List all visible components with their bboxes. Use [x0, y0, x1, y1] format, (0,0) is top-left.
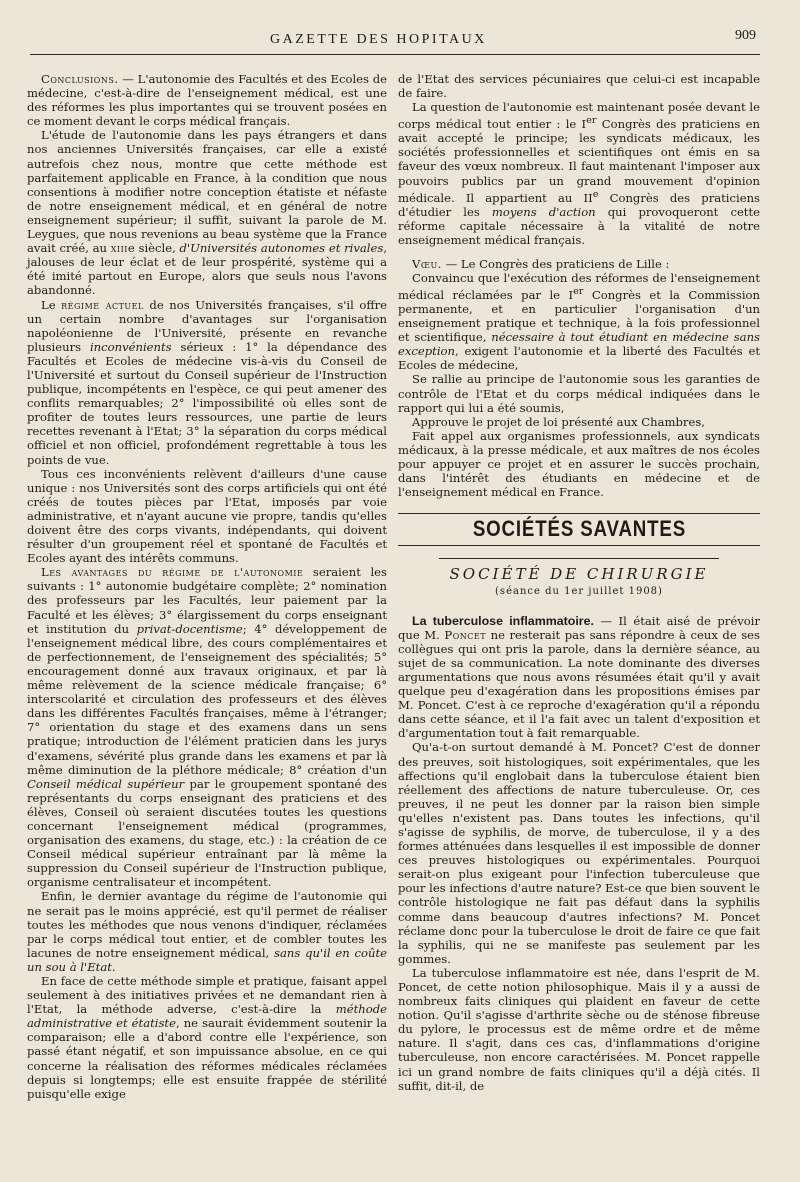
- section-title: SOCIÉTÉS SAVANTES: [472, 516, 686, 542]
- r2-text-a: La question de l'autonomie est maintenant posée devant le corps médical tout entier : le I: [398, 100, 760, 132]
- paragraph-advantages: [27, 565, 387, 889]
- regime-actuel-label: régime actuel: [61, 297, 144, 312]
- running-head: GAZETTE DES HOPITAUX: [270, 32, 487, 47]
- paragraph-rallie: Se rallie au principe de l'autonomie sous les garanties de contrôle de l'Etat et du corps médical indiquées dans le rapport qui lui a été soumis,: [398, 372, 760, 415]
- paragraph-tuberculose: [398, 614, 760, 741]
- p7-text-a: En face de cette méthode simple et pratique, faisant appel seulement à des initiatives privées et ne demandant rien à l'Etat, la méthode adverse, c'est-à-dire la: [27, 974, 387, 1017]
- society-title: SOCIÉTÉ DE CHIRURGIE: [449, 565, 709, 584]
- paragraph-conclusions: [27, 72, 387, 128]
- p5-italic-2: Conseil médical supérieur: [27, 776, 185, 791]
- p5-italic: privat-docentisme: [136, 621, 243, 636]
- paragraph-convaincu: [398, 271, 760, 373]
- p3-text-a: Le: [41, 297, 62, 312]
- r2-sup: er: [586, 115, 597, 127]
- p3-text-b: de nos Universités françaises, s'il offre un certain nombre d'avantages sur l'organisation napoléonienne de l'Université, présente en revanche plusieurs: [27, 297, 388, 354]
- p2-text-b: e siècle,: [127, 241, 180, 256]
- paragraph-notion: La tuberculose inflammatoire est née, dans l'esprit de M. Poncet, de cette notion philosophique. Mais il y a aussi de nombreux faits cliniques qui plaident en faveur de cette notion. Qu'il s'agisse d'arthrite sèche ou de sténose fibreuse du pylore, le processus est de même ordre et de même nature. Il s'agit, dans ces cas, d'inflammations d'origine tuberculeuse, non encore caractérisées. M. Poncet rappelle ici un grand nombre de faits cliniques qu'il a déjà cités. Il suffit, dit-il, de: [398, 965, 760, 1093]
- session-date: (séance du 1er juillet 1908): [495, 586, 663, 598]
- p2-text-c: , jalouses de leur éclat et de leur prospérité, système qui a été imité partout en Europe, alors que seuls nous l'avons abandonné.: [27, 241, 388, 298]
- r4-text-b: Congrès et la Commission permanente, et en particulier l'organisation d'un enseignement pratique et technique, à la fois professionnel et scientifique,: [398, 287, 760, 345]
- paragraph-foreign-study: [27, 128, 387, 297]
- p7-italic: méthode administrative et étatiste: [27, 1002, 387, 1031]
- paragraph-voeu: [398, 257, 760, 271]
- r4-text-c: , exigent l'autonomie et la liberté des Facultés et Ecoles de médecine,: [398, 344, 760, 373]
- paragraph-appel: Fait appel aux organismes professionnels, aux syndicats médicaux, à la presse médicale, et aux maîtres de nos écoles pour appuyer ce projet et en assurer le succès prochain, dans l'intérêt des étudiants en médecine et de l'enseignement médical en France.: [398, 428, 760, 500]
- section-heading-box: [398, 513, 760, 546]
- paragraph-question: [398, 100, 760, 247]
- paragraph-inconveniences: Tous ces inconvénients relèvent d'ailleurs d'une cause unique : nos Universités sont des corps artificiels qui ont été créés de toutes pièces par l'Etat, imposés par voie administrative, et n'ayant aucune vie propre, tandis qu'elles doivent être des corps vivants, indépendants, qui doivent résulter d'un groupement réel et spontané de Facultés et Ecoles ayant des intérêts communs.: [27, 466, 387, 566]
- page-number: 909: [735, 28, 756, 43]
- r4-sup: er: [573, 286, 584, 298]
- page-header: [0, 28, 800, 58]
- conclusions-text: — L'autonomie des Facultés et des Ecoles de médecine, c'est-à-dire de l'enseignement médical, est une des réformes les plus importantes qui se trouvent posées en ce moment devant le corps médical français.: [27, 72, 387, 129]
- voeu-label: Vœu.: [412, 256, 442, 271]
- subsection-rule: [439, 558, 719, 559]
- p5-text-c: par le groupement spontané des représentants du corps enseignant des praticiens et des élèves, Conseil où seraient discutées toutes les questions concernant l'enseignement médical (programmes, organisation des examens, du stage, etc.) : la création de ce Conseil médical supérieur entraînant par là même la suppression du Conseil supérieur de l'Instruction publique, organisme centralisateur et incompétent.: [27, 776, 387, 890]
- right-column: [398, 72, 760, 1093]
- header-rule: [30, 54, 760, 55]
- r2-text-d: qui provoqueront cette réforme capitale nécessaire à la vitalité de notre enseignement médical français.: [398, 204, 760, 247]
- advantages-label: Les avantages du régime de l'autonomie: [41, 565, 304, 580]
- r2-text-b: Congrès des praticiens en avait accepté le principe; les syndicats médicaux, les sociétés professionnelles et scientifiques ont émis en sa faveur des vœux nombreux. Il faut maintenant l'imposer aux pouvoirs publics par un grand mouvement d'opinion médicale. Il appartient au II: [398, 117, 760, 205]
- p5-text-b: ; 4° développement de l'enseignement médical libre, des cours complémentaires et de perfectionnement, de l'enseignement des spécialités; 5° encouragement donné aux travaux originaux, et par là même relèvement de la science médicale française; 6° interscolarité et circulation des professeurs et des élèves dans les différentes Facultés françaises, même à l'étranger; 7° orientation du stage et des examens dans un sens pratique; introduction de l'élément praticien dans les jurys d'examens, sévérité plus grande dans les examens et par là même diminution de la pléthore médicale; 8° création d'un: [27, 621, 387, 777]
- a1-text-a: — Il était aisé de prévoir que M.: [398, 613, 760, 642]
- r4-text-a: Convaincu que l'exécution des réformes de l'enseignement médical réclamées par le I: [398, 270, 760, 302]
- p6-italic: sans qu'il en coûte un sou à l'Etat.: [27, 945, 387, 974]
- conclusions-label: Conclusions.: [41, 72, 119, 86]
- p5-text-a: seraient les suivants : 1° autonomie budgétaire complète; 2° nomination des professeurs par les Facultés, leur paiement par la Faculté et les élèves; 3° élargissement du corps enseignant et institution du: [27, 565, 387, 636]
- p3-text-c: sérieux : 1° la dépendance des Facultés et Ecoles de médecine vis-à-vis du Conseil de l'Université et surtout du Conseil supérieur de l'Instruction publique, incompétents en l'espèce, ce qui peut amener des conflits remarquables; 2° l'impossibilité où elles sont de profiter de toutes leurs ressources, une partie de leurs recettes revenant à l'Etat; 3° la séparation du corps médical officiel et non officiel, profondément regrettable à tous les points de vue.: [27, 339, 387, 467]
- paragraph-adverse-method: [27, 974, 387, 1101]
- r4-italic: nécessaire à tout étudiant en médecine sans exception: [398, 330, 761, 359]
- p7-text-b: , ne saurait évidemment soutenir la comparaison; elle a d'abord contre elle l'expérience, son passé étant négatif, et son impuissance absolue, en ce qui concerne la réalisation des réformes médicales réclamées depuis si longtemps; elle est ensuite frappée de stérilité puisqu'elle exige: [27, 1016, 387, 1101]
- p6-text-a: Enfin, le dernier avantage du régime de l'autonomie qui ne serait pas le moins apprécié, est qu'il permet de réaliser toutes les méthodes que nous venons d'indiquer, réclamées par le corps médical tout entier, et de combler toutes les lacunes de notre enseignement médical,: [27, 889, 387, 960]
- a1-text-b: ne resterait pas sans répondre à ceux de ses collègues qui ont pris la parole, dans la dernière séance, au sujet de sa communication. La note dominante des diverses argumentations que nous avons résumées était qu'il y avait quelque peu d'exagération dans les propositions émises par M. Poncet. C'est à ce reproche d'exagération qu'il a répondu dans cette séance, et il l'a fait avec un talent d'exposition et d'argumentation tout à fait remarquable.: [398, 627, 760, 741]
- p2-text-a: L'étude de l'autonomie dans les pays étrangers et dans nos anciennes Universités françaises, car elle a existé autrefois chez nous, montre que cette méthode est parfaitement applicable en France, à la condition que nous consentions à modifier notre conception étatiste et néfaste de notre enseignement médical, et en général de notre enseignement supérieur; il suffit, suivant la parole de M. Leygues, que nous revenions au beau système que la France avait créé, au: [27, 128, 387, 256]
- voeu-text: — Le Congrès des praticiens de Lille :: [441, 256, 670, 271]
- article-lead: La tuberculose inflammatoire.: [412, 613, 594, 628]
- paragraph-preuves: Qu'a-t-on surtout demandé à M. Poncet? C'est de donner des preuves, soit histologiques, soit expérimentales, que les affections qu'il englobait dans la tuberculose étaient bien réellement des affections de nature tuberculeuse. Or, ces preuves, il ne peut les donner par la raison bien simple qu'elles n'existent pas. Dans toutes les infections, qu'il s'agisse de syphilis, de morve, de tuberculose, il y a des formes atténuées dans lesquelles il est impossible de donner ces preuves histologiques ou expérimentales. Pourquoi serait-on plus exigeant pour l'infection tuberculeuse que pour les infections d'autre nature? Est-ce que bien souvent le contrôle histologique ne fait pas défaut dans la syphilis comme dans beaucoup d'autres infections? M. Poncet réclame donc pour la tuberculose le droit de faire ce que fait la syphilis, qui ne se manifeste pas seulement par les gommes.: [398, 740, 760, 966]
- r2-sup-2: e: [592, 188, 599, 200]
- paragraph-continuation: de l'Etat des services pécuniaires que celui-ci est incapable de faire.: [398, 72, 760, 101]
- left-column: [27, 72, 387, 1101]
- p2-italic: d'Universités autonomes et rivales: [179, 241, 384, 256]
- paragraph-approuve: Approuve le projet de loi présenté aux Chambres,: [412, 414, 705, 429]
- paragraph-last-advantage: [27, 889, 387, 974]
- p3-italic: inconvénients: [89, 339, 172, 354]
- author-name: Poncet: [444, 627, 487, 642]
- r2-text-c: Congrès des praticiens d'étudier les: [398, 190, 760, 219]
- spacer: [398, 247, 760, 257]
- paragraph-current-regime: [27, 298, 387, 467]
- r2-italic: moyens d'action: [491, 204, 596, 219]
- century-numeral: xiii: [110, 241, 128, 256]
